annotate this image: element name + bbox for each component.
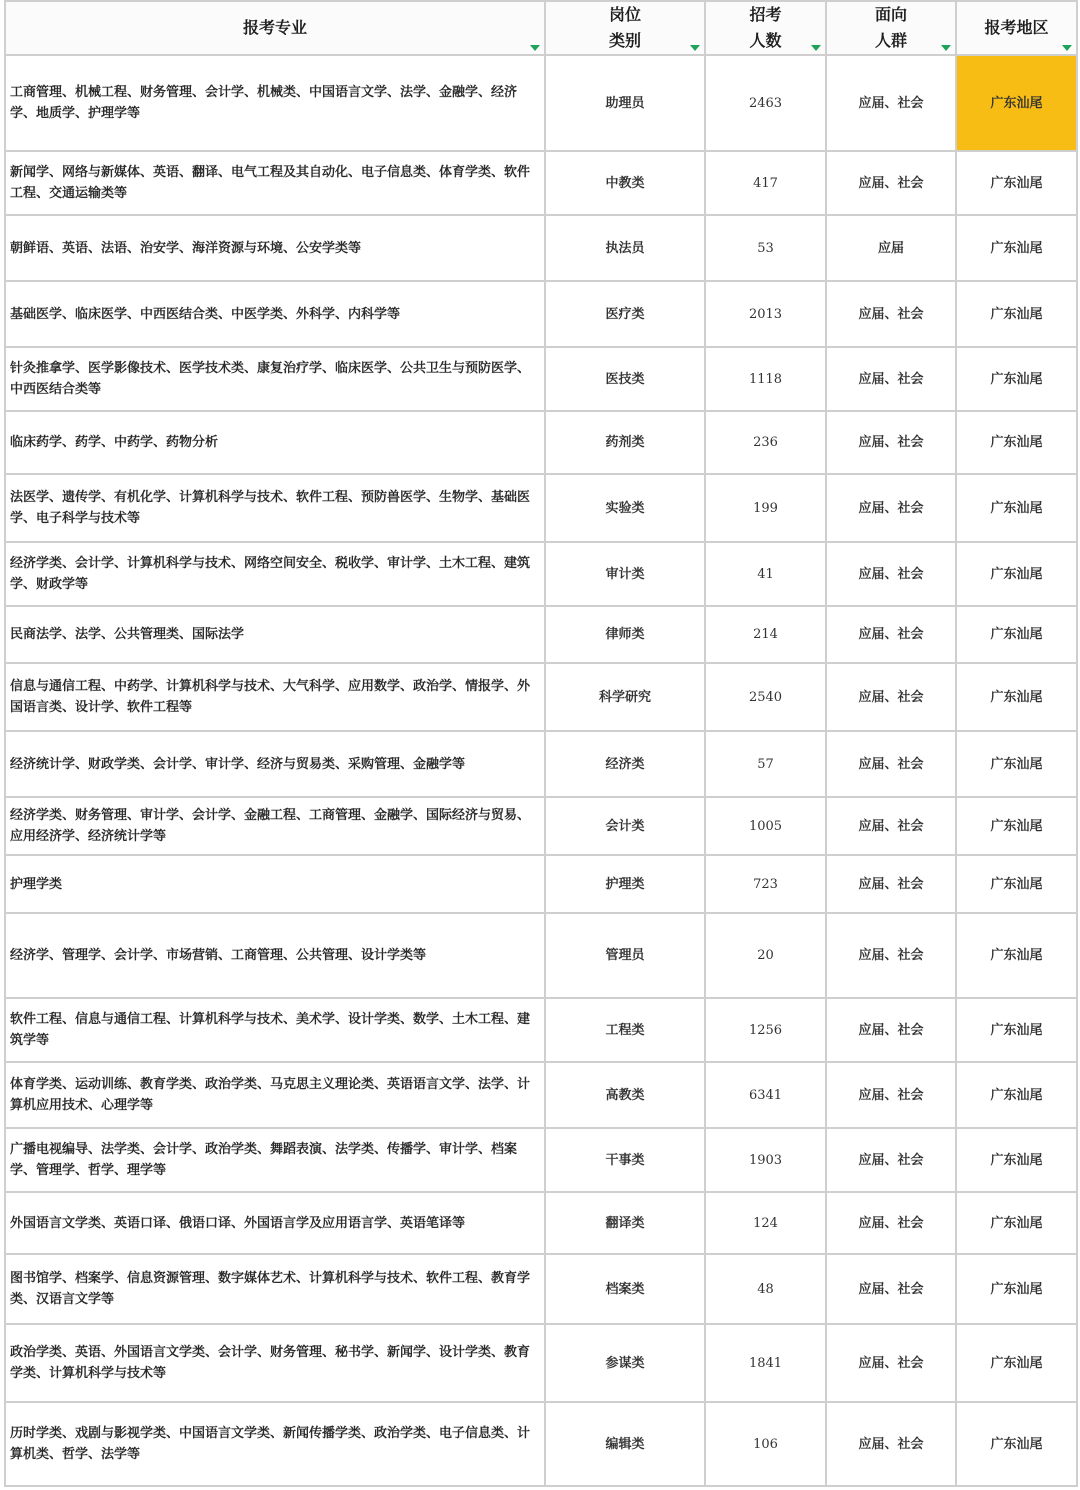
major-cell[interactable]: 针灸推拿学、医学影像技术、医学技术类、康复治疗学、临床医学、公共卫生与预防医学、中西医结合类等 <box>5 347 545 411</box>
table-row <box>5 998 1077 1062</box>
category-cell[interactable]: 科学研究 <box>545 663 705 731</box>
category-cell[interactable]: 管理员 <box>545 913 705 998</box>
table-row <box>5 474 1077 542</box>
category-cell[interactable]: 护理类 <box>545 855 705 913</box>
major-cell[interactable]: 广播电视编导、法学类、会计学、政治学类、舞蹈表演、法学类、传播学、审计学、档案学、管理学、哲学、理学等 <box>5 1128 545 1192</box>
region-cell[interactable]: 广东汕尾 <box>956 347 1077 411</box>
group-cell[interactable]: 应届、社会 <box>826 1324 956 1402</box>
category-cell[interactable]: 医疗类 <box>545 281 705 347</box>
filter-dropdown-icon[interactable] <box>941 45 951 51</box>
group-cell[interactable]: 应届、社会 <box>826 542 956 606</box>
major-cell[interactable]: 经济学、管理学、会计学、市场营销、工商管理、公共管理、设计学类等 <box>5 913 545 998</box>
header-row <box>5 1 1077 55</box>
category-cell[interactable]: 高教类 <box>545 1062 705 1128</box>
major-cell[interactable]: 体育学类、运动训练、教育学类、政治学类、马克思主义理论类、英语语言文学、法学、计算机应用技术、心理学等 <box>5 1062 545 1128</box>
table-row <box>5 797 1077 855</box>
table-row <box>5 411 1077 474</box>
header-region <box>956 1 1077 55</box>
table-row <box>5 215 1077 281</box>
category-cell[interactable]: 翻译类 <box>545 1192 705 1254</box>
count-cell[interactable]: 41 <box>705 542 826 606</box>
count-cell[interactable]: 2013 <box>705 281 826 347</box>
major-cell[interactable]: 法医学、遗传学、有机化学、计算机科学与技术、软件工程、预防兽医学、生物学、基础医学、电子科学与技术等 <box>5 474 545 542</box>
group-cell[interactable]: 应届、社会 <box>826 1128 956 1192</box>
count-cell[interactable]: 20 <box>705 913 826 998</box>
category-cell[interactable]: 参谋类 <box>545 1324 705 1402</box>
group-cell[interactable]: 应届 <box>826 215 956 281</box>
table-row <box>5 1192 1077 1254</box>
table-row <box>5 151 1077 215</box>
region-cell[interactable]: 广东汕尾 <box>956 998 1077 1062</box>
region-cell[interactable]: 广东汕尾 <box>956 1192 1077 1254</box>
count-cell[interactable]: 48 <box>705 1254 826 1324</box>
header-group-line2: 人群 <box>874 31 907 50</box>
filter-dropdown-icon[interactable] <box>690 45 700 51</box>
count-cell[interactable]: 6341 <box>705 1062 826 1128</box>
count-cell[interactable]: 236 <box>705 411 826 474</box>
region-cell[interactable]: 广东汕尾 <box>956 606 1077 663</box>
major-cell[interactable]: 基础医学、临床医学、中西医结合类、中医学类、外科学、内科学等 <box>5 281 545 347</box>
header-group <box>826 1 956 55</box>
group-cell[interactable]: 应届、社会 <box>826 347 956 411</box>
table-row <box>5 1128 1077 1192</box>
major-cell[interactable]: 软件工程、信息与通信工程、计算机科学与技术、美术学、设计学类、数学、土木工程、建筑学等 <box>5 998 545 1062</box>
major-cell[interactable]: 外国语言文学类、英语口译、俄语口译、外国语言学及应用语言学、英语笔译等 <box>5 1192 545 1254</box>
region-cell[interactable]: 广东汕尾 <box>956 411 1077 474</box>
header-group-line1: 面向 <box>874 5 907 24</box>
region-cell[interactable]: 广东汕尾 <box>956 913 1077 998</box>
region-cell[interactable]: 广东汕尾 <box>956 281 1077 347</box>
region-cell[interactable]: 广东汕尾 <box>956 1254 1077 1324</box>
header-major-text: 报考专业 <box>242 18 307 37</box>
count-cell[interactable]: 723 <box>705 855 826 913</box>
region-cell[interactable]: 广东汕尾 <box>956 1324 1077 1402</box>
category-cell[interactable]: 档案类 <box>545 1254 705 1324</box>
filter-dropdown-icon[interactable] <box>1062 45 1072 51</box>
count-cell[interactable]: 1118 <box>705 347 826 411</box>
count-cell[interactable]: 2540 <box>705 663 826 731</box>
category-cell[interactable]: 工程类 <box>545 998 705 1062</box>
group-cell[interactable]: 应届、社会 <box>826 913 956 998</box>
category-cell[interactable]: 中教类 <box>545 151 705 215</box>
region-cell[interactable]: 广东汕尾 <box>956 542 1077 606</box>
major-cell[interactable]: 护理学类 <box>5 855 545 913</box>
group-cell[interactable]: 应届、社会 <box>826 998 956 1062</box>
category-cell[interactable]: 助理员 <box>545 55 705 151</box>
category-cell[interactable]: 干事类 <box>545 1128 705 1192</box>
table-body <box>5 55 1077 1486</box>
table-row <box>5 55 1077 151</box>
group-cell[interactable]: 应届、社会 <box>826 606 956 663</box>
filter-dropdown-icon[interactable] <box>811 45 821 51</box>
recruitment-table <box>4 0 1078 1487</box>
major-cell[interactable]: 朝鲜语、英语、法语、治安学、海洋资源与环境、公安学类等 <box>5 215 545 281</box>
major-cell[interactable]: 历时学类、戏剧与影视学类、中国语言文学类、新闻传播学类、政治学类、电子信息类、计算机类、哲学、法学等 <box>5 1402 545 1486</box>
table-row <box>5 731 1077 797</box>
group-cell[interactable]: 应届、社会 <box>826 855 956 913</box>
category-cell[interactable]: 实验类 <box>545 474 705 542</box>
major-cell[interactable]: 临床药学、药学、中药学、药物分析 <box>5 411 545 474</box>
category-cell[interactable]: 医技类 <box>545 347 705 411</box>
category-cell[interactable]: 药剂类 <box>545 411 705 474</box>
header-category <box>545 1 705 55</box>
major-cell[interactable]: 图书馆学、档案学、信息资源管理、数字媒体艺术、计算机科学与技术、软件工程、教育学类、汉语言文学等 <box>5 1254 545 1324</box>
region-cell[interactable]: 广东汕尾 <box>956 663 1077 731</box>
count-cell[interactable]: 57 <box>705 731 826 797</box>
region-cell[interactable]: 广东汕尾 <box>956 55 1077 151</box>
header-category-line2: 类别 <box>608 31 641 50</box>
count-cell[interactable]: 1841 <box>705 1324 826 1402</box>
count-cell[interactable]: 2463 <box>705 55 826 151</box>
table-row <box>5 1062 1077 1128</box>
region-cell[interactable]: 广东汕尾 <box>956 731 1077 797</box>
table-row <box>5 663 1077 731</box>
header-category-line1: 岗位 <box>608 5 641 24</box>
region-cell[interactable]: 广东汕尾 <box>956 1402 1077 1486</box>
group-cell[interactable]: 应届、社会 <box>826 281 956 347</box>
region-cell[interactable]: 广东汕尾 <box>956 1062 1077 1128</box>
count-cell[interactable]: 1256 <box>705 998 826 1062</box>
count-cell[interactable]: 106 <box>705 1402 826 1486</box>
count-cell[interactable]: 199 <box>705 474 826 542</box>
region-cell[interactable]: 广东汕尾 <box>956 797 1077 855</box>
filter-dropdown-icon[interactable] <box>530 45 540 51</box>
group-cell[interactable]: 应届、社会 <box>826 663 956 731</box>
group-cell[interactable]: 应届、社会 <box>826 1254 956 1324</box>
count-cell[interactable]: 53 <box>705 215 826 281</box>
table-row <box>5 913 1077 998</box>
region-cell[interactable]: 广东汕尾 <box>956 474 1077 542</box>
major-cell[interactable]: 经济学类、会计学、计算机科学与技术、网络空间安全、税收学、审计学、土木工程、建筑学、财政学等 <box>5 542 545 606</box>
table-row <box>5 1402 1077 1486</box>
header-count <box>705 1 826 55</box>
group-cell[interactable]: 应届、社会 <box>826 55 956 151</box>
category-cell[interactable]: 审计类 <box>545 542 705 606</box>
count-cell[interactable]: 417 <box>705 151 826 215</box>
group-cell[interactable]: 应届、社会 <box>826 151 956 215</box>
category-cell[interactable]: 经济类 <box>545 731 705 797</box>
header-major <box>5 1 545 55</box>
major-cell[interactable]: 经济统计学、财政学类、会计学、审计学、经济与贸易类、采购管理、金融学等 <box>5 731 545 797</box>
category-cell[interactable]: 执法员 <box>545 215 705 281</box>
table-row <box>5 542 1077 606</box>
count-cell[interactable]: 214 <box>705 606 826 663</box>
category-cell[interactable]: 会计类 <box>545 797 705 855</box>
category-cell[interactable]: 编辑类 <box>545 1402 705 1486</box>
region-cell[interactable]: 广东汕尾 <box>956 1128 1077 1192</box>
major-cell[interactable]: 新闻学、网络与新媒体、英语、翻译、电气工程及其自动化、电子信息类、体育学类、软件工程、交通运输类等 <box>5 151 545 215</box>
count-cell[interactable]: 124 <box>705 1192 826 1254</box>
table-row <box>5 281 1077 347</box>
group-cell[interactable]: 应届、社会 <box>826 1402 956 1486</box>
table-row <box>5 606 1077 663</box>
header-region-text: 报考地区 <box>984 18 1049 37</box>
count-cell[interactable]: 1005 <box>705 797 826 855</box>
major-cell[interactable]: 工商管理、机械工程、财务管理、会计学、机械类、中国语言文学、法学、金融学、经济学、地质学、护理学等 <box>5 55 545 151</box>
major-cell[interactable]: 信息与通信工程、中药学、计算机科学与技术、大气科学、应用数学、政治学、情报学、外国语言类、设计学、软件工程等 <box>5 663 545 731</box>
major-cell[interactable]: 民商法学、法学、公共管理类、国际法学 <box>5 606 545 663</box>
header-count-line1: 招考 <box>749 5 782 24</box>
table-row <box>5 855 1077 913</box>
category-cell[interactable]: 律师类 <box>545 606 705 663</box>
group-cell[interactable]: 应届、社会 <box>826 1192 956 1254</box>
spreadsheet <box>4 0 1076 1487</box>
table-row <box>5 1324 1077 1402</box>
group-cell[interactable]: 应届、社会 <box>826 474 956 542</box>
header-count-line2: 人数 <box>749 31 782 50</box>
region-cell[interactable]: 广东汕尾 <box>956 151 1077 215</box>
group-cell[interactable]: 应届、社会 <box>826 411 956 474</box>
major-cell[interactable]: 经济学类、财务管理、审计学、会计学、金融工程、工商管理、金融学、国际经济与贸易、应用经济学、经济统计学等 <box>5 797 545 855</box>
region-cell[interactable]: 广东汕尾 <box>956 215 1077 281</box>
group-cell[interactable]: 应届、社会 <box>826 797 956 855</box>
table-row <box>5 1254 1077 1324</box>
count-cell[interactable]: 1903 <box>705 1128 826 1192</box>
group-cell[interactable]: 应届、社会 <box>826 731 956 797</box>
table-row <box>5 347 1077 411</box>
group-cell[interactable]: 应届、社会 <box>826 1062 956 1128</box>
major-cell[interactable]: 政治学类、英语、外国语言文学类、会计学、财务管理、秘书学、新闻学、设计学类、教育学类、计算机科学与技术等 <box>5 1324 545 1402</box>
region-cell[interactable]: 广东汕尾 <box>956 855 1077 913</box>
